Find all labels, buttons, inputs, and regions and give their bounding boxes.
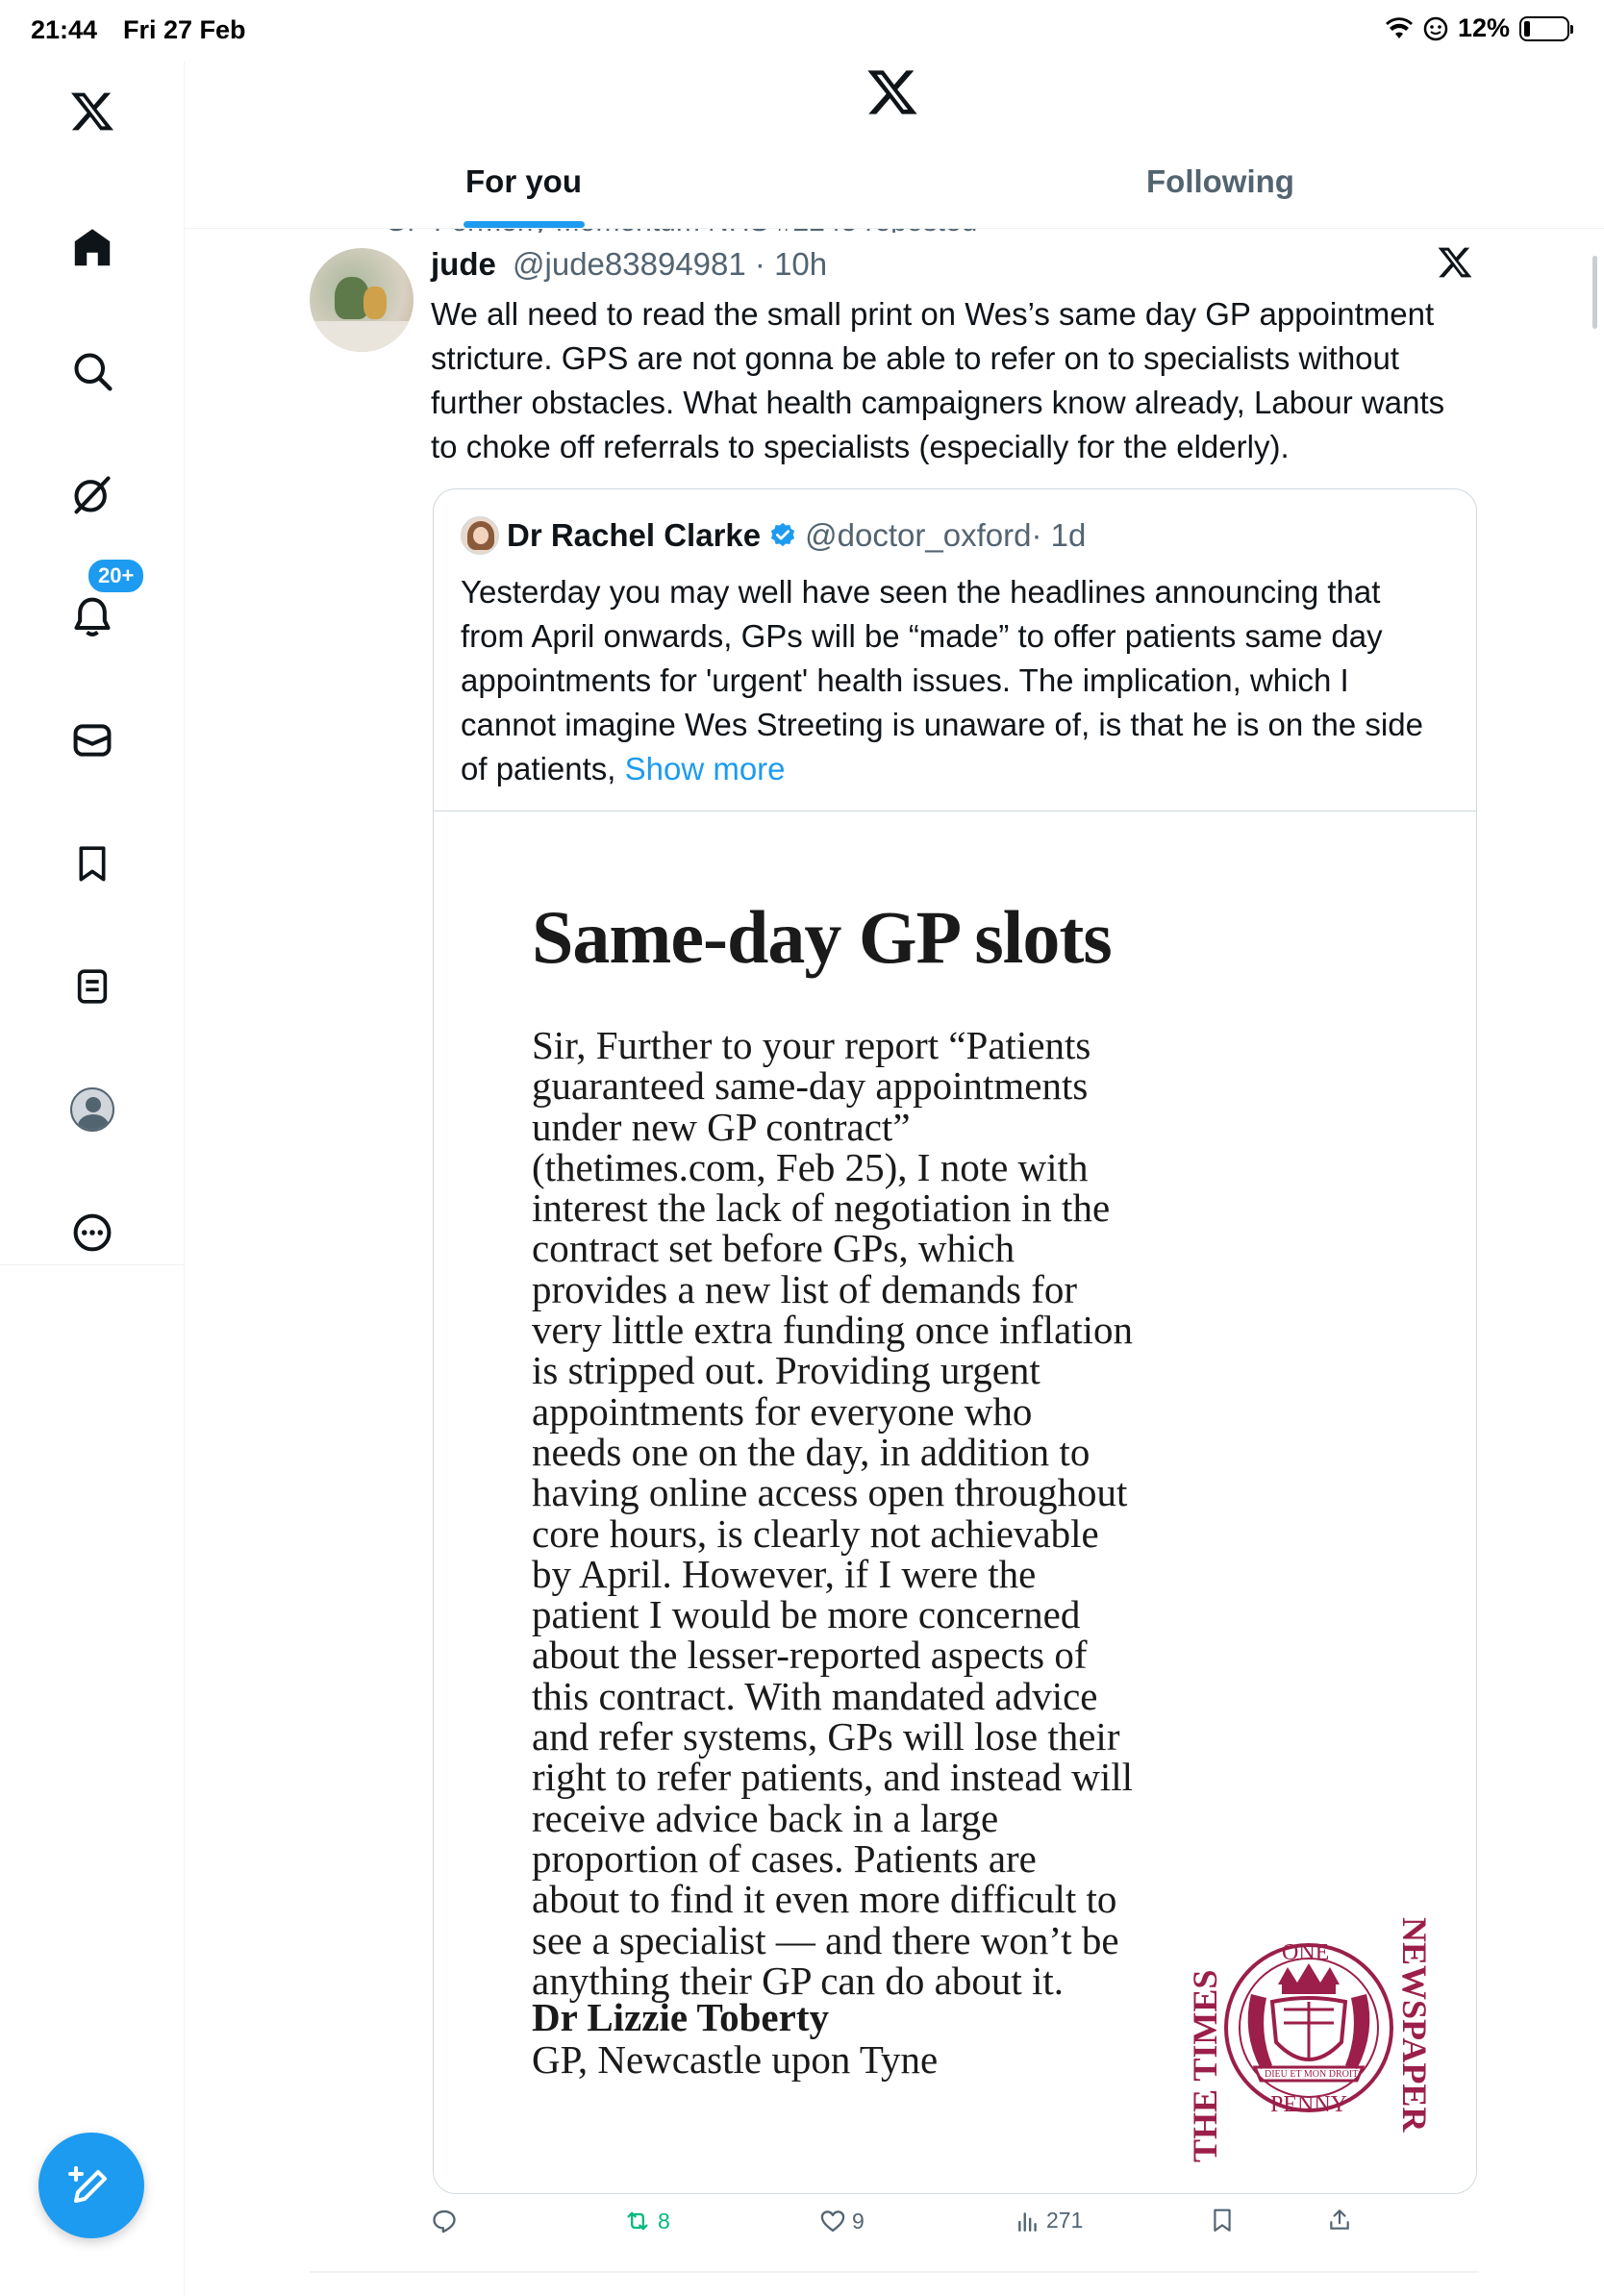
lists-icon[interactable] — [63, 958, 121, 1015]
clipping-line: core hours, is clearly not achievable — [532, 1510, 1099, 1556]
clipping-line: by April. However, if I were the — [532, 1551, 1037, 1596]
like-count: 9 — [852, 2208, 865, 2234]
compose-button[interactable] — [38, 2133, 144, 2238]
clipping-line: see a specialist — and there won’t be — [532, 1917, 1119, 1962]
clipping-line: this contract. With mandated advice — [532, 1673, 1098, 1718]
clipping-letter-text — [532, 1025, 1224, 2001]
more-icon[interactable] — [63, 1204, 121, 1261]
clipping-signature-role: GP, Newcastle upon Tyne — [532, 2037, 939, 2082]
share-icon — [1327, 2208, 1352, 2233]
tweet-grok-icon[interactable] — [1437, 244, 1479, 287]
masthead-motto-text: DIEU ET MON DROIT — [1265, 2069, 1359, 2080]
quote-text-content: Yesterday you may well have seen the headlines announcing that from April onwards, GPs will be “made” to offer patients same day appointments for 'urgent' health issues. The implication, which I cannot imagine Wes Streeting is unaware of, is that he is on the side of patients, — [461, 574, 1423, 786]
clipping-line: about to find it even more difficult to — [532, 1877, 1117, 1922]
views-count: 271 — [1046, 2208, 1084, 2233]
tab-for-you[interactable]: For you — [465, 163, 582, 199]
clipping-line: (thetimes.com, Feb 25), I note with — [532, 1144, 1089, 1189]
clipping-line: patient I would be more concerned — [532, 1592, 1081, 1637]
masthead-left-text: THE TIMES — [1186, 1969, 1224, 2162]
clipping-headline: Same-day GP slots — [532, 895, 1112, 979]
repost-count: 8 — [658, 2208, 670, 2234]
like-icon — [819, 2208, 846, 2234]
profile-icon[interactable] — [63, 1081, 121, 1138]
status-date: Fri 27 Feb — [123, 15, 246, 44]
focus-icon — [1423, 16, 1448, 41]
clipping-line: contract set before GPs, which — [532, 1226, 1015, 1271]
clipping-line: right to refer patients, and instead will — [532, 1755, 1134, 1800]
clipping-line: about the lesser-reported aspects of — [532, 1633, 1088, 1678]
status-bar — [0, 0, 1604, 62]
clipping-line: under new GP contract” — [532, 1104, 911, 1149]
masthead-right-text: NEWSPAPER — [1395, 1917, 1434, 2133]
grok-icon[interactable] — [63, 465, 121, 523]
clipping-line: provides a new list of demands for — [532, 1266, 1078, 1311]
reply-icon — [431, 2208, 458, 2234]
clipping-line: needs one on the day, in addition to — [532, 1429, 1090, 1474]
times-masthead-logo — [1184, 1888, 1434, 2167]
share-button[interactable] — [1327, 2208, 1352, 2233]
clipping-line: appointments for everyone who — [532, 1388, 1033, 1434]
bookmark-button[interactable] — [1210, 2208, 1235, 2233]
bookmark-icon — [1210, 2208, 1235, 2233]
timeline-tabs — [185, 144, 1604, 229]
notifications-badge: 20+ — [87, 558, 145, 594]
quote-author-avatar — [461, 516, 499, 555]
clipping-line: guaranteed same-day appointments — [532, 1063, 1089, 1109]
status-right — [1385, 13, 1569, 43]
clipping-line: proportion of cases. Patients are — [532, 1835, 1037, 1881]
tab-following[interactable]: Following — [1146, 163, 1294, 199]
quote-time: · 1d — [1031, 517, 1087, 553]
like-button[interactable] — [819, 2208, 865, 2234]
tweet-divider — [310, 2271, 1479, 2273]
show-more-link[interactable]: Show more — [624, 751, 786, 786]
quote-header — [461, 516, 1086, 555]
quote-author-handle: @doctor_oxford — [805, 517, 1032, 553]
battery-icon — [1519, 16, 1569, 41]
header-x-logo-icon — [865, 65, 923, 123]
quote-author-name: Dr Rachel Clarke — [507, 517, 762, 553]
clipping-line: and refer systems, GPs will lose their — [532, 1714, 1120, 1759]
clipping-line: anything their GP can do about it. — [532, 1958, 1065, 2003]
tweet-author-name[interactable]: jude — [431, 246, 496, 282]
bookmarks-icon[interactable] — [63, 835, 121, 892]
avatar — [70, 1087, 114, 1132]
scrollbar[interactable] — [1592, 256, 1597, 329]
search-icon[interactable] — [63, 342, 121, 400]
clipping-line: interest the lack of negotiation in the — [532, 1185, 1111, 1231]
tweet-author-handle[interactable]: @jude83894981 — [513, 246, 746, 282]
compose-icon — [68, 2162, 114, 2209]
x-logo-icon[interactable] — [63, 83, 121, 140]
reply-button[interactable] — [431, 2208, 464, 2234]
tweet-actions — [431, 2208, 1479, 2256]
notifications-icon[interactable] — [63, 588, 121, 646]
tweet-header — [431, 246, 827, 283]
tweet-text: We all need to read the small print on Wes’s same day GP appointment stricture. GPS are not gonna be able to refer on to specialists without further obstacles. What health campaigners know already, Labour wants to choke off referrals to specialists (especially for the elderly). — [431, 296, 1445, 464]
masthead-top-text: ONE — [1282, 1940, 1330, 1965]
clipping-line: very little extra funding once inflation — [532, 1308, 1134, 1353]
views-icon — [1015, 2209, 1040, 2234]
clipping-signature-name: Dr Lizzie Toberty — [532, 1995, 829, 2039]
clipping-line: having online access open throughout — [532, 1470, 1128, 1515]
repost-icon — [623, 2208, 652, 2234]
battery-percent: 12% — [1457, 13, 1510, 42]
tweet-time: · 10h — [754, 246, 828, 282]
quote-text — [461, 570, 1451, 791]
status-time: 21:44 — [31, 15, 98, 44]
wifi-icon — [1385, 17, 1414, 40]
quote-tweet-card[interactable] — [433, 488, 1477, 2194]
clipping-line: receive advice back in a large — [532, 1795, 999, 1840]
quote-image-newspaper-clipping[interactable] — [434, 811, 1477, 2194]
verified-badge-icon — [768, 521, 797, 550]
clipping-line: is stripped out. Providing urgent — [532, 1348, 1040, 1393]
sidebar — [0, 62, 185, 1265]
tab-active-indicator — [464, 221, 585, 228]
repost-button[interactable] — [623, 2208, 670, 2234]
home-icon[interactable] — [63, 219, 121, 277]
clipping-line: Sir, Further to your report “Patients — [532, 1023, 1091, 1067]
clipping-signature — [532, 1996, 938, 2081]
masthead-bottom-text: PENNY — [1270, 2092, 1348, 2117]
sidebar-divider — [184, 1265, 185, 2296]
messages-icon[interactable] — [63, 711, 121, 769]
tweet-author-avatar[interactable] — [310, 248, 414, 352]
views-button[interactable] — [1015, 2208, 1083, 2234]
